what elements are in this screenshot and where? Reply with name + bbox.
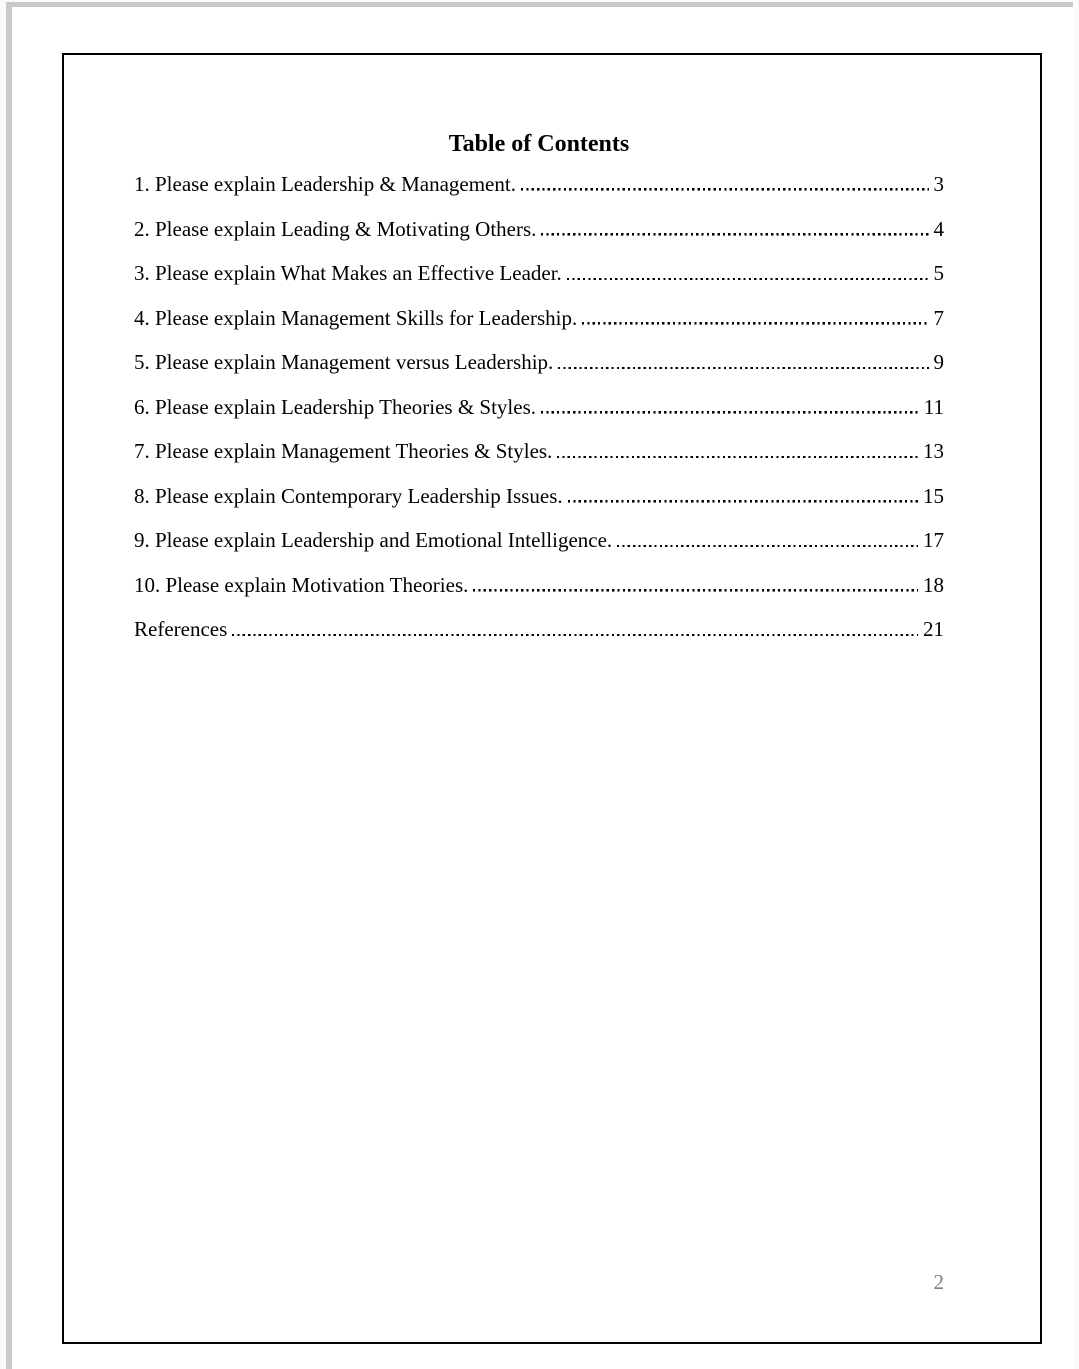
toc-entry-page-number: 17	[923, 528, 944, 553]
toc-entry-page-number: 4	[933, 216, 944, 241]
dot-leader	[473, 589, 918, 592]
dot-leader	[617, 544, 918, 547]
toc-entry-label: 5. Please explain Management versus Leadership.	[134, 350, 554, 375]
dot-leader	[521, 188, 929, 191]
dot-leader	[582, 322, 928, 325]
toc-entry-page-number: 9	[933, 350, 944, 375]
toc-list	[134, 170, 944, 660]
toc-entry[interactable]	[134, 304, 944, 349]
dot-leader	[568, 500, 918, 503]
toc-entry[interactable]	[134, 482, 944, 527]
toc-entry[interactable]	[134, 615, 944, 660]
toc-entry-label: 8. Please explain Contemporary Leadership Issues.	[134, 483, 563, 508]
toc-entry[interactable]	[134, 348, 944, 393]
toc-entry[interactable]	[134, 170, 944, 215]
toc-entry-page-number: 18	[923, 572, 944, 597]
toc-entry[interactable]	[134, 393, 944, 438]
toc-entry-label: 9. Please explain Leadership and Emotional Intelligence.	[134, 528, 613, 553]
toc-entry-page-number: 5	[933, 261, 944, 286]
dot-leader	[567, 277, 929, 280]
dot-leader	[558, 366, 928, 369]
dot-leader	[232, 633, 918, 636]
toc-entry[interactable]	[134, 437, 944, 482]
toc-entry-page-number: 13	[923, 439, 944, 464]
toc-entry[interactable]	[134, 526, 944, 571]
dot-leader	[557, 455, 918, 458]
toc-entry-page-number: 21	[923, 617, 944, 642]
toc-entry-label: 2. Please explain Leading & Motivating Others.	[134, 216, 537, 241]
toc-entry-page-number: 7	[933, 305, 944, 330]
toc-entry-label: 3. Please explain What Makes an Effective Leader.	[134, 261, 562, 286]
toc-entry[interactable]	[134, 215, 944, 260]
footer-page-number: 2	[933, 1270, 944, 1294]
dot-leader	[541, 233, 928, 236]
toc-entry-label: 10. Please explain Motivation Theories.	[134, 572, 469, 597]
toc-entry-page-number: 3	[933, 172, 944, 196]
toc-entry-page-number: 15	[923, 483, 944, 508]
toc-entry-label: References	[134, 617, 228, 642]
toc-entry-label: 7. Please explain Management Theories & Styles.	[134, 439, 553, 464]
toc-entry-label: 6. Please explain Leadership Theories & Styles.	[134, 394, 537, 419]
toc-entry-label: 4. Please explain Management Skills for Leadership.	[134, 305, 578, 330]
dot-leader	[541, 411, 919, 414]
toc-entry-label: 1. Please explain Leadership & Management.	[134, 172, 516, 196]
toc-entry[interactable]	[134, 259, 944, 304]
toc-entry[interactable]	[134, 571, 944, 616]
toc-entry-page-number: 11	[923, 394, 944, 419]
toc-title: Table of Contents	[448, 131, 630, 157]
